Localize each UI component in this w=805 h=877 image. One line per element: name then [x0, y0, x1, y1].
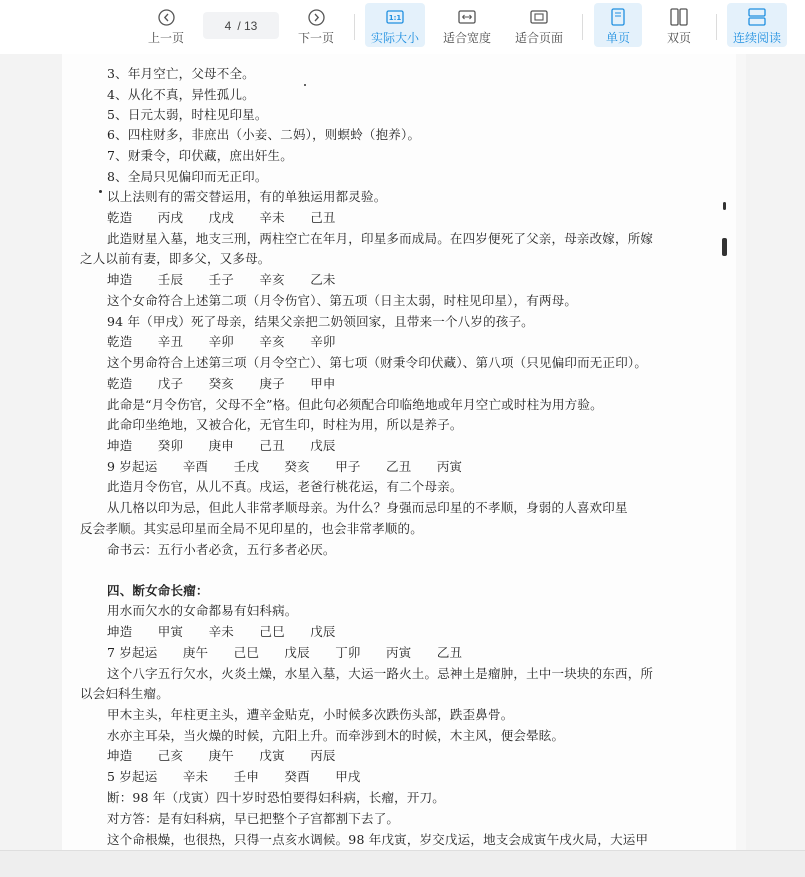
text-line: 以会妇科生瘤。: [80, 686, 169, 701]
actual-size-label: 实际大小: [370, 31, 419, 45]
toolbar-divider: [582, 14, 583, 40]
text-line: 命书云：五行小者必贪，五行多者必厌。: [107, 542, 336, 557]
text-line: 3、年月空亡，父母不全。: [107, 66, 255, 81]
page-edge: [736, 54, 746, 850]
bottom-bar: [0, 850, 805, 877]
text-line: 6、四柱财多，非庶出（小妾、二妈），则螟蛉（抱养）。: [107, 127, 421, 142]
text-line: 坤造 己亥 庚午 戊寅 丙辰: [107, 748, 336, 763]
chevron-left-circle-icon: [158, 8, 175, 26]
text-line: 7、财秉令，印伏藏，庶出奸生。: [107, 148, 293, 163]
text-line: 乾造 戊子 癸亥 庚子 甲申: [107, 376, 336, 391]
scan-speck: [722, 238, 727, 256]
text-line: 8、全局只见偏印而无正印。: [107, 169, 268, 184]
scan-speck: [723, 202, 726, 210]
text-line: 9 岁起运 辛酉 壬戌 癸亥 甲子 乙丑 丙寅: [107, 459, 463, 474]
text-line: 反会孝顺。其实忌印星而全局不见印星的，也会非常孝顺的。: [80, 521, 423, 536]
continuous-read-button[interactable]: [727, 3, 787, 47]
text-line: 坤造 壬辰 壬子 辛亥 乙未: [107, 272, 336, 287]
document-page: [62, 54, 746, 850]
single-page-icon: [611, 8, 625, 26]
text-line: 断：98 年（戊寅）四十岁时恐怕要得妇科病，长瘤，开刀。: [107, 790, 445, 805]
fit-page-label: 适合页面: [514, 31, 563, 45]
next-page-button[interactable]: [293, 3, 339, 47]
single-page-label: 单页: [605, 31, 630, 45]
text-line: 之人以前有妻，即多父，又多母。: [80, 251, 271, 266]
text-line: 水亦主耳朵，当火燥的时候，亢阳上升。而牵涉到木的时候，木主风，便会晕眩。: [107, 728, 565, 743]
text-line: 以上法则有的需交替运用，有的单独运用都灵验。: [107, 189, 387, 204]
text-line: 这个女命符合上述第二项（月令伤官）、第五项（日主太弱，时柱见印星），有两母。: [107, 293, 578, 308]
toolbar-divider: [716, 14, 717, 40]
text-line: 这个命根燥，也很热，只得一点亥水调候。98 年戊寅，岁交戊运，地支会成寅午戌火局，大运甲: [107, 832, 649, 847]
text-line: 4、从化不真，异性孤儿。: [107, 87, 255, 102]
next-page-label: 下一页: [297, 31, 334, 45]
fit-width-button[interactable]: [440, 3, 494, 47]
continuous-read-icon: [748, 8, 766, 26]
fit-width-icon: [458, 8, 476, 26]
text-line: 此命印坐绝地，又被合化，无官生印，时柱为用，所以是养子。: [107, 417, 463, 432]
document-viewport[interactable]: [0, 54, 805, 850]
prev-page-label: 上一页: [147, 31, 184, 45]
double-page-button[interactable]: [655, 3, 703, 47]
scan-speck: [304, 84, 306, 86]
text-line: 此命是“月令伤官，父母不全”格。但此句必须配合印临绝地或年月空亡或时柱为用方验。: [107, 397, 603, 412]
text-line: 5 岁起运 辛未 壬申 癸酉 甲戌: [107, 769, 361, 784]
text-line: 94 年（甲戌）死了母亲，结果父亲把二奶领回家，且带来一个八岁的孩子。: [107, 314, 534, 329]
svg-text:1:1: 1:1: [388, 14, 402, 22]
text-line: 7 岁起运 庚午 己巳 戊辰 丁卯 丙寅 乙丑: [107, 645, 463, 660]
total-pages: / 13: [237, 18, 258, 33]
text-line: 这个八字五行欠水，火炎土燥，水星入墓，大运一路火土。忌神土是瘤肿，土中一块块的东西，所: [107, 666, 654, 681]
double-page-icon: [670, 8, 688, 26]
toolbar-divider: [354, 14, 355, 40]
continuous-read-label: 连续阅读: [732, 31, 781, 45]
text-line: 用水而欠水的女命都易有妇科病。: [107, 603, 298, 618]
section-heading: 四、断女命长瘤：: [107, 583, 209, 598]
prev-page-button[interactable]: [143, 3, 189, 47]
text-line: 坤造 癸卯 庚申 己丑 戊辰: [107, 438, 336, 453]
actual-size-icon: [386, 8, 404, 26]
fit-page-icon: [530, 8, 548, 26]
text-line: 此造月令伤官，从儿不真。戌运，老爸行桃花运，有二个母亲。: [107, 479, 463, 494]
viewer-toolbar: [0, 0, 805, 54]
chevron-right-circle-icon: [308, 8, 325, 26]
text-line: 坤造 甲寅 辛未 己巳 戊辰: [107, 624, 336, 639]
fit-width-label: 适合宽度: [442, 31, 491, 45]
text-line: 乾造 丙戌 戊戌 辛未 己丑: [107, 210, 336, 225]
scan-speck: [99, 190, 102, 193]
actual-size-button[interactable]: [365, 3, 425, 47]
text-line: 此造财星入墓，地支三刑，两柱空亡在年月，印星多而成局。在四岁便死了父亲，母亲改嫁，所嫁: [107, 231, 654, 246]
text-line: 这个男命符合上述第三项（月令空亡）、第七项（财秉令印伏藏）、第八项（只见偏印而无正印）。: [107, 355, 648, 370]
page-indicator[interactable]: [203, 12, 279, 39]
text-line: 对方答：是有妇科病，早已把整个子宫都割下去了。: [107, 811, 400, 826]
text-line: 5、日元太弱，时柱见印星。: [107, 107, 268, 122]
double-page-label: 双页: [666, 31, 691, 45]
current-page-input[interactable]: 4: [224, 18, 232, 33]
text-line: 乾造 辛丑 辛卯 辛亥 辛卯: [107, 334, 336, 349]
text-line: 从几格以印为忌，但此人非常孝顺母亲。为什么？身强而忌印星的不孝顺，身弱的人喜欢印星: [107, 500, 628, 515]
text-line: 甲木主头，年柱更主头，遭辛金贴克，小时候多次跌伤头部，跌歪鼻骨。: [107, 707, 514, 722]
single-page-button[interactable]: [594, 3, 642, 47]
fit-page-button[interactable]: [511, 3, 567, 47]
